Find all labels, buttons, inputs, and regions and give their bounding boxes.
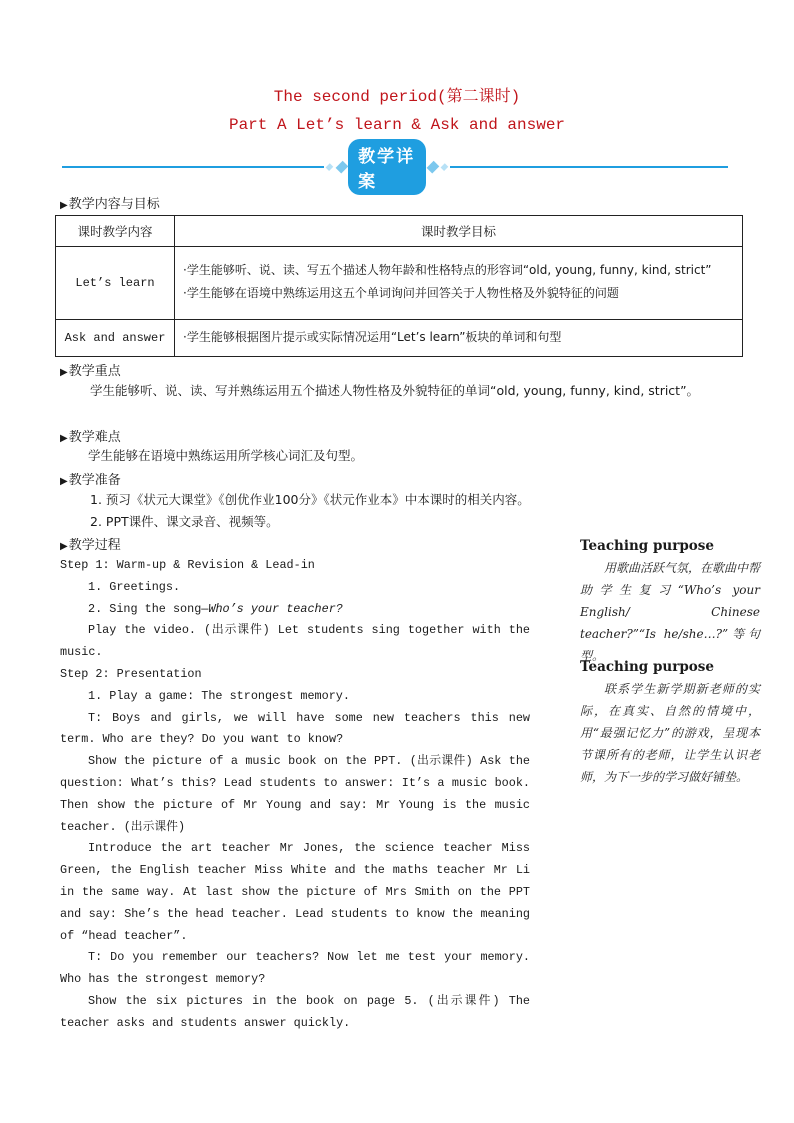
process-paragraph: 1. Greetings. xyxy=(88,579,181,594)
lesson-title: The second period(第二课时) xyxy=(273,88,521,106)
banner-decoration-icon xyxy=(441,163,448,170)
process-paragraph: Show the six pictures in the book on page 5. (出示课件) The teacher asks and students answer quickly. xyxy=(60,993,530,1030)
section-heading-process: ▶教学过程 xyxy=(60,538,121,553)
sidebar-note xyxy=(580,659,760,788)
banner-divider-left xyxy=(62,166,324,168)
process-paragraph: 2. Sing the song—Who’s your teacher? xyxy=(88,601,343,616)
section-heading-difficulties: ▶教学难点 xyxy=(60,430,121,445)
table-header: 课时教学内容 xyxy=(56,216,175,247)
sidebar-text: 联系学生新学期新老师的实际，在真实、自然的情境中，用“最强记忆力”的游戏，呈现本节课所有的老师，让学生认识老师，为下一步的学习做好铺垫。 xyxy=(580,682,760,784)
objectives-table xyxy=(55,215,743,357)
sidebar-text: 用歌曲活跃气氛，在歌曲中帮助学生复习“Who’s your English/ Chinese teacher?”“Is he/she…?”等句型。 xyxy=(580,561,761,663)
sidebar-note xyxy=(580,538,760,667)
process-body xyxy=(60,555,530,1035)
table-row xyxy=(56,247,743,320)
banner-label: 教学详案 xyxy=(348,139,426,195)
sidebar-heading: Teaching purpose xyxy=(580,538,714,554)
key-points-text: 学生能够听、说、读、写并熟练运用五个描述人物性格及外貌特征的单词“old, young, funny, kind, strict”。 xyxy=(90,383,700,398)
sidebar-heading: Teaching purpose xyxy=(580,659,714,675)
table-cell-goals xyxy=(175,247,743,320)
table-cell-goals xyxy=(175,320,743,357)
preparation-item: 1. 预习《状元大课堂》《创优作业100分》《状元作业本》中本课时的相关内容。 xyxy=(90,492,530,507)
banner-decoration-icon xyxy=(426,161,438,173)
banner-decoration-icon xyxy=(335,161,347,173)
triangle-bullet-icon: ▶ xyxy=(60,200,68,211)
process-paragraph: T: Boys and girls, we will have some new teachers this new term. Who are they? Do you want to know? xyxy=(60,710,530,747)
goal-item: ·学生能够根据图片提示或实际情况运用“Let’s learn”板块的单词和句型 xyxy=(183,329,562,344)
section-heading-preparation: ▶教学准备 xyxy=(60,473,121,488)
table-header: 课时教学目标 xyxy=(175,216,743,247)
goal-item: ·学生能够在语境中熟练运用这五个单词询问并回答关于人物性格及外貌特征的问题 xyxy=(183,286,619,300)
triangle-bullet-icon: ▶ xyxy=(60,433,68,444)
step-heading: Step 1: Warm-up & Revision & Lead-in xyxy=(60,558,315,572)
table-cell-label: Let’s learn xyxy=(56,247,175,320)
preparation-item: 2. PPT课件、课文录音、视频等。 xyxy=(90,514,279,529)
section-heading-content-goals: ▶教学内容与目标 xyxy=(60,197,160,212)
triangle-bullet-icon: ▶ xyxy=(60,541,68,552)
banner-divider-right xyxy=(450,166,728,168)
table-cell-label: Ask and answer xyxy=(56,320,175,357)
section-heading-key-points: ▶教学重点 xyxy=(60,364,121,379)
process-paragraph: Introduce the art teacher Mr Jones, the science teacher Miss Green, the English teacher Miss White and the maths teacher Mr Li in the same way. At last show the picture of Mrs Smith on the PPT and say: She’s the head teacher. Lead students to know the meaning of “head teacher”. xyxy=(60,841,530,943)
process-paragraph: Show the picture of a music book on the PPT. (出示课件) Ask the question: What’s this? Lead students to answer: It’s a music book. Then show the picture of Mr Young and say: Mr Young is the music teacher. (出示课件) xyxy=(60,754,530,834)
process-paragraph: Play the video. (出示课件) Let students sing together with the music. xyxy=(60,623,530,660)
process-paragraph: T: Do you remember our teachers? Now let me test your memory. Who has the strongest memory? xyxy=(60,950,530,987)
table-row xyxy=(56,320,743,357)
triangle-bullet-icon: ▶ xyxy=(60,367,68,378)
section-banner xyxy=(324,147,450,192)
lesson-subtitle: Part A Let’s learn & Ask and answer xyxy=(228,116,566,134)
banner-decoration-icon xyxy=(326,163,333,170)
goal-item: ·学生能够听、说、读、写五个描述人物年龄和性格特点的形容词“old, young, funny, kind, strict” xyxy=(183,263,712,277)
song-title: Who’s your teacher? xyxy=(208,601,343,616)
triangle-bullet-icon: ▶ xyxy=(60,476,68,487)
difficulties-text: 学生能够在语境中熟练运用所学核心词汇及句型。 xyxy=(88,448,364,463)
step-heading: Step 2: Presentation xyxy=(60,666,202,681)
process-paragraph: 1. Play a game: The strongest memory. xyxy=(88,688,350,703)
